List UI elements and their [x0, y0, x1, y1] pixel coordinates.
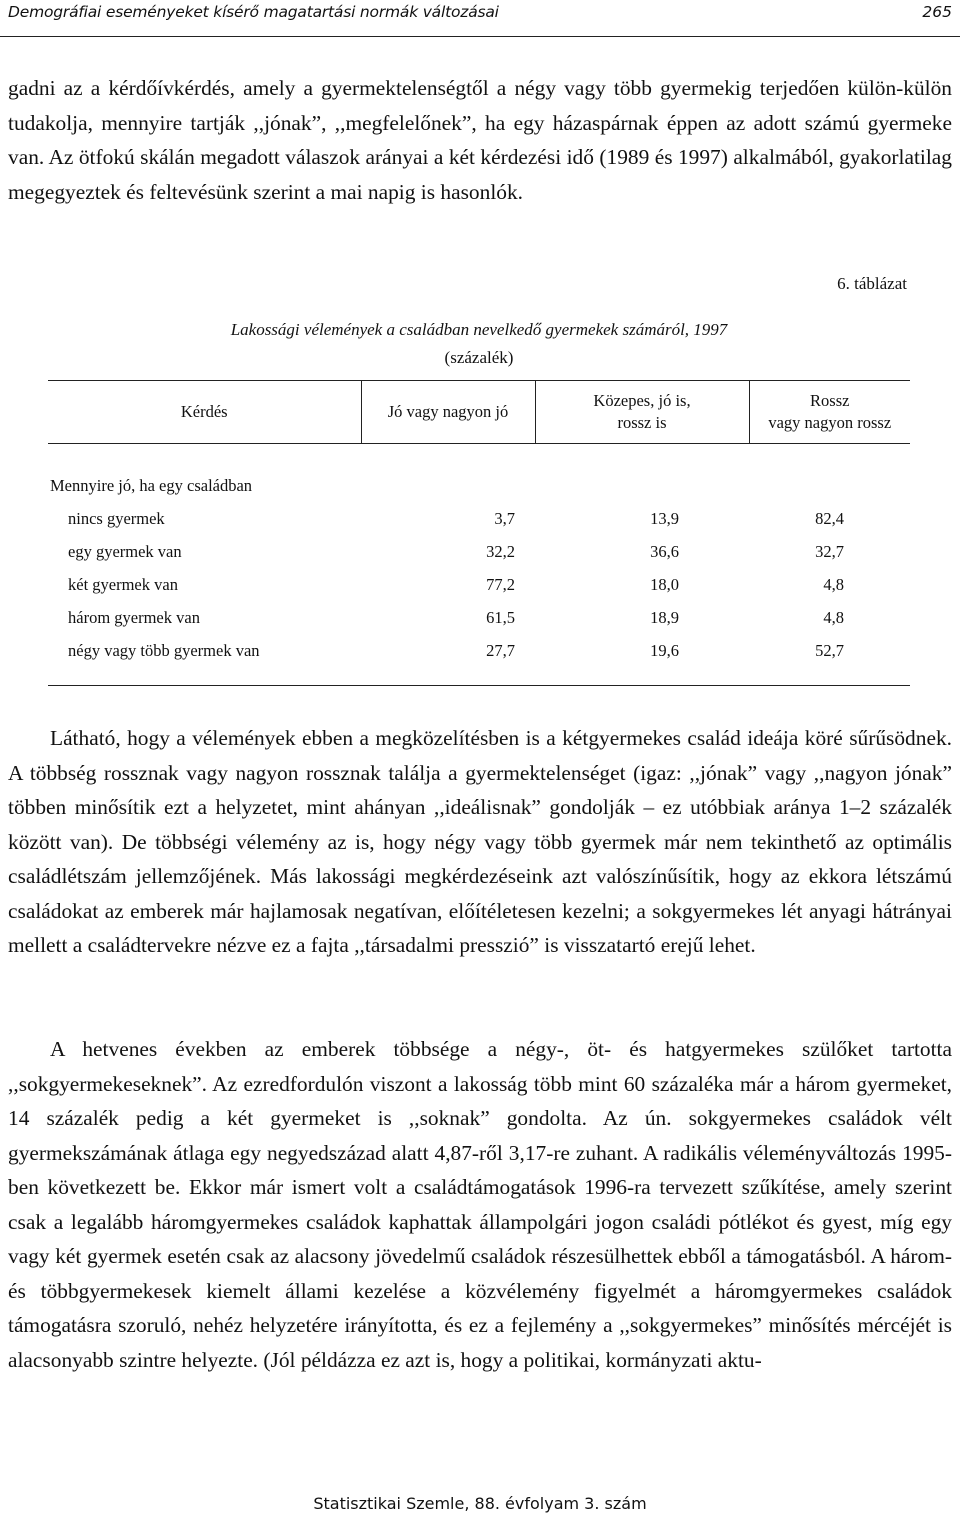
table-number: 6. táblázat — [837, 274, 907, 293]
row-label: két gyermek van — [68, 574, 178, 594]
body-paragraph: Látható, hogy a vélemények ebben a megközelítésben is a kétgyermekes család ideája köré sűrűsödnek. A többség rossznak vagy nagyon rossznak találja a gyermektelenséget (igaz: ,,jónak” vagy ,,nagyon jónak” többen minősítik ezt a helyzetet, mint ahányan ,,ideálisnak” gondolják – ez utóbbiak aránya 1–2 százalék között van). De többségi vélemény az is, hogy négy vagy több gyermek már nem tekinthető az optimális családlétszám jellemzőjének. Más lakossági megkérdezéseink azt valószínűsítik, hogy az ekkora létszámú családokat az emberek már hajlamosak negatívan, előítéletesen kezelni; a sokgyermekes lét anyagi hátrányai mellett a családtervekre nézve ez a fajta ,,társadalmi presszió” is visszatartó erejű lehet. — [8, 726, 952, 957]
table-row — [48, 601, 910, 634]
header-question: Kérdés — [48, 381, 361, 444]
body-paragraph: A hetvenes években az emberek többsége a négy-, öt- és hatgyermekes szülőket tartotta ,,sokgyermekeseknek”. Az ezredfordulón viszont a lakosság több mint 60 százaléka már a három gyermeket, 14 százalék pedig a két gyermeket is ,,soknak” gondolta. Az ún. sokgyermekes családok vélt gyermekszámának átlaga egy negyedszázad alatt 4,87-ről 3,17-re zuhant. A radikális véleményváltozás 1995-ben következett be. Ekkor már ismert volt a családtámogatások 1996-ra tervezett szűkítése, amely szerint csak a legalább háromgyermekes családok kaphattak állampolgári jogon családi pótlékot és gyest, míg egy vagy két gyermek esetén csak az alacsony jövedelmű családok részesülhettek ebből a támogatásból. A három- és többgyermekesek kiemelt állami kezelése a közvélemény figyelmét a háromgyermekes családok támogatásra szoruló, nehéz helyzetére irányította, és ez a fejlemény a ,,sokgyermekes” minősítés mércéjét is alacsonyabb szintre helyezte. (Jól példázza ez azt is, hogy a politikai, kormányzati aktu- — [8, 1037, 952, 1372]
row-label: négy vagy több gyermek van — [68, 640, 260, 660]
table-row — [48, 568, 910, 601]
running-header — [0, 0, 960, 37]
intro-paragraph: gadni az a kérdőívkérdés, amely a gyermektelenségtől a négy vagy több gyermekig terjedően külön-külön tudakolja, mennyire tartják ,,jónak”, ,,megfelelőnek”, ha egy házaspárnak éppen az adott számú gyermeke van. Az ötfokú skálán megadott válaszok arányai a két kérdezési idő (1989 és 1997) alkalmából, gyakorlatilag megegyeztek és feltevésünk szerint a mai napig is hasonlók. — [8, 76, 952, 204]
cell-medium: 36,6 — [650, 541, 679, 561]
cell-medium: 19,6 — [650, 640, 679, 660]
table-header-row — [48, 381, 910, 444]
table-row — [48, 634, 910, 667]
row-label: három gyermek van — [68, 607, 200, 627]
cell-good: 3,7 — [494, 508, 515, 528]
cell-medium: 13,9 — [650, 508, 679, 528]
header-good: Jó vagy nagyon jó — [361, 381, 535, 444]
row-label: nincs gyermek — [68, 508, 165, 528]
cell-good: 32,2 — [486, 541, 515, 561]
opinion-table — [48, 380, 910, 686]
cell-bad: 4,8 — [823, 574, 844, 594]
table-row — [48, 502, 910, 535]
cell-bad: 4,8 — [823, 607, 844, 627]
journal-footer: Statisztikai Szemle, 88. évfolyam 3. szám — [313, 1494, 647, 1513]
cell-good: 27,7 — [486, 640, 515, 660]
cell-medium: 18,0 — [650, 574, 679, 594]
running-header-title: Demográfiai eseményeket kísérő magatartási normák változásai — [8, 3, 499, 21]
page-number: 265 — [922, 3, 952, 21]
header-bad: Rossz vagy nagyon rossz — [749, 381, 910, 444]
table-title: Lakossági vélemények a családban nevelkedő gyermekek számáról, 1997 — [230, 320, 728, 339]
cell-good: 61,5 — [486, 607, 515, 627]
cell-bad: 52,7 — [815, 640, 844, 660]
group-label: Mennyire jó, ha egy családban — [50, 476, 253, 495]
cell-medium: 18,9 — [650, 607, 679, 627]
cell-bad: 82,4 — [815, 508, 844, 528]
table-caption — [48, 316, 910, 372]
table-row — [48, 535, 910, 568]
table-group-row — [48, 470, 910, 502]
header-medium: Közepes, jó is, rossz is — [535, 381, 749, 444]
row-label: egy gyermek van — [68, 541, 182, 561]
table-unit: (százalék) — [444, 348, 514, 367]
cell-good: 77,2 — [486, 574, 515, 594]
cell-bad: 32,7 — [815, 541, 844, 561]
